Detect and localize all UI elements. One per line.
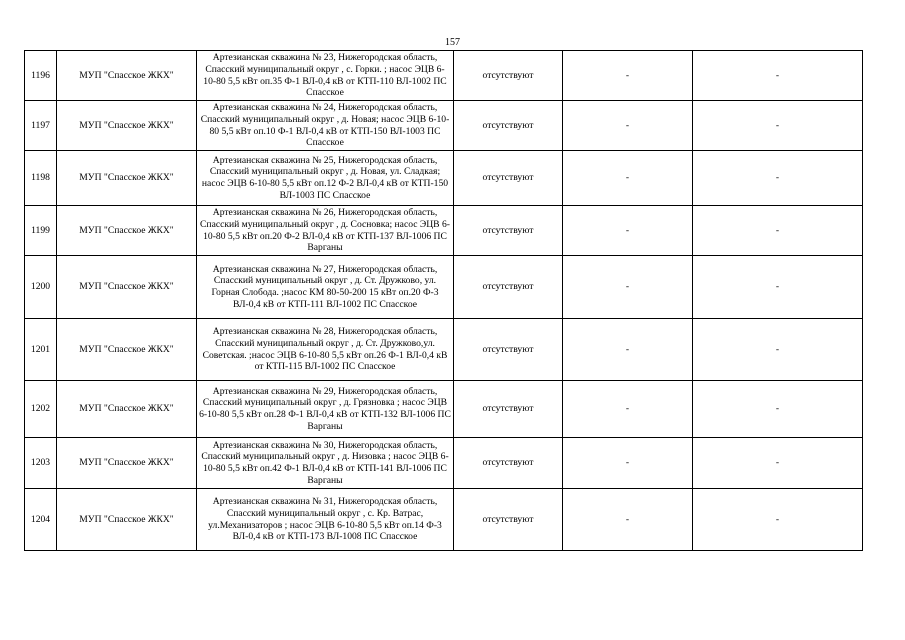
row-number: 1196 <box>25 51 57 101</box>
status-cell: отсутствуют <box>454 51 563 101</box>
value-cell-6: - <box>693 51 863 101</box>
table-row <box>25 438 863 489</box>
value-cell-6: - <box>693 101 863 151</box>
value-cell-5: - <box>563 489 693 551</box>
table-row <box>25 489 863 551</box>
table-row <box>25 101 863 151</box>
value-cell-6: - <box>693 438 863 489</box>
status-cell: отсутствуют <box>454 489 563 551</box>
description-cell: Артезианская скважина № 31, Нижегородская область, Спасский муниципальный округ , с. Кр. Ватрас, ул.Механизаторов ; насос ЭЦВ 6-10-80 5,5 кВт оп.14 Ф-3 ВЛ-0,4 кВ от КТП-173 ВЛ-1008 ПС Спасское <box>197 489 454 551</box>
row-number: 1204 <box>25 489 57 551</box>
status-cell: отсутствуют <box>454 256 563 319</box>
value-cell-5: - <box>563 256 693 319</box>
description-cell: Артезианская скважина № 24, Нижегородская область, Спасский муниципальный округ , д. Новая; насос ЭЦВ 6-10-80 5,5 кВт оп.10 Ф-1 ВЛ-0,4 кВ от КТП-150 ВЛ-1003 ПС Спасское <box>197 101 454 151</box>
row-number: 1197 <box>25 101 57 151</box>
row-number: 1199 <box>25 206 57 256</box>
row-number: 1200 <box>25 256 57 319</box>
row-number: 1198 <box>25 151 57 206</box>
value-cell-5: - <box>563 51 693 101</box>
value-cell-6: - <box>693 206 863 256</box>
table-row <box>25 256 863 319</box>
value-cell-6: - <box>693 381 863 438</box>
organization-cell: МУП "Спасское ЖКХ" <box>57 151 197 206</box>
description-cell: Артезианская скважина № 26, Нижегородская область, Спасский муниципальный округ , д. Сосновка; насос ЭЦВ 6-10-80 5,5 кВт оп.20 Ф-2 ВЛ-0,4 кВ от КТП-137 ВЛ-1006 ПС Варганы <box>197 206 454 256</box>
organization-cell: МУП "Спасское ЖКХ" <box>57 206 197 256</box>
registry-table <box>24 50 863 551</box>
table-row <box>25 51 863 101</box>
value-cell-5: - <box>563 101 693 151</box>
organization-cell: МУП "Спасское ЖКХ" <box>57 489 197 551</box>
value-cell-6: - <box>693 489 863 551</box>
organization-cell: МУП "Спасское ЖКХ" <box>57 101 197 151</box>
status-cell: отсутствуют <box>454 206 563 256</box>
row-number: 1201 <box>25 319 57 381</box>
value-cell-6: - <box>693 319 863 381</box>
organization-cell: МУП "Спасское ЖКХ" <box>57 51 197 101</box>
value-cell-5: - <box>563 206 693 256</box>
organization-cell: МУП "Спасское ЖКХ" <box>57 319 197 381</box>
status-cell: отсутствуют <box>454 381 563 438</box>
value-cell-6: - <box>693 151 863 206</box>
table-row <box>25 206 863 256</box>
value-cell-5: - <box>563 381 693 438</box>
value-cell-5: - <box>563 438 693 489</box>
value-cell-5: - <box>563 319 693 381</box>
value-cell-6: - <box>693 256 863 319</box>
description-cell: Артезианская скважина № 23, Нижегородская область, Спасский муниципальный округ , с. Горки. ; насос ЭЦВ 6-10-80 5,5 кВт оп.35 Ф-1 ВЛ-0,4 кВ от КТП-110 ВЛ-1002 ПС Спасское <box>197 51 454 101</box>
description-cell: Артезианская скважина № 25, Нижегородская область, Спасский муниципальный округ , д. Новая, ул. Сладкая; насос ЭЦВ 6-10-80 5,5 кВт оп.12 Ф-2 ВЛ-0,4 кВ от КТП-150 ВЛ-1003 ПС Спасское <box>197 151 454 206</box>
status-cell: отсутствуют <box>454 151 563 206</box>
description-cell: Артезианская скважина № 28, Нижегородская область, Спасский муниципальный округ , д. Ст. Дружково,ул. Советская. ;насос ЭЦВ 6-10-80 5,5 кВт оп.26 Ф-1 ВЛ-0,4 кВ от КТП-115 ВЛ-1002 ПС Спасское <box>197 319 454 381</box>
description-cell: Артезианская скважина № 27, Нижегородская область, Спасский муниципальный округ , д. Ст. Дружково, ул. Горная Слобода. ;насос КМ 80-50-200 15 кВт оп.20 Ф-3 ВЛ-0,4 кВ от КТП-111 ВЛ-1002 ПС Спасское <box>197 256 454 319</box>
row-number: 1203 <box>25 438 57 489</box>
table-row <box>25 151 863 206</box>
table-row <box>25 381 863 438</box>
table-row <box>25 319 863 381</box>
status-cell: отсутствуют <box>454 438 563 489</box>
page-number: 157 <box>445 37 460 48</box>
description-cell: Артезианская скважина № 29, Нижегородская область, Спасский муниципальный округ , д. Грязновка ; насос ЭЦВ 6-10-80 5,5 кВт оп.28 Ф-1 ВЛ-0,4 кВ от КТП-132 ВЛ-1006 ПС Варганы <box>197 381 454 438</box>
organization-cell: МУП "Спасское ЖКХ" <box>57 381 197 438</box>
organization-cell: МУП "Спасское ЖКХ" <box>57 256 197 319</box>
status-cell: отсутствуют <box>454 319 563 381</box>
row-number: 1202 <box>25 381 57 438</box>
organization-cell: МУП "Спасское ЖКХ" <box>57 438 197 489</box>
description-cell: Артезианская скважина № 30, Нижегородская область, Спасский муниципальный округ , д. Низовка ; насос ЭЦВ 6-10-80 5,5 кВт оп.42 Ф-1 ВЛ-0,4 кВ от КТП-141 ВЛ-1006 ПС Варганы <box>197 438 454 489</box>
value-cell-5: - <box>563 151 693 206</box>
status-cell: отсутствуют <box>454 101 563 151</box>
